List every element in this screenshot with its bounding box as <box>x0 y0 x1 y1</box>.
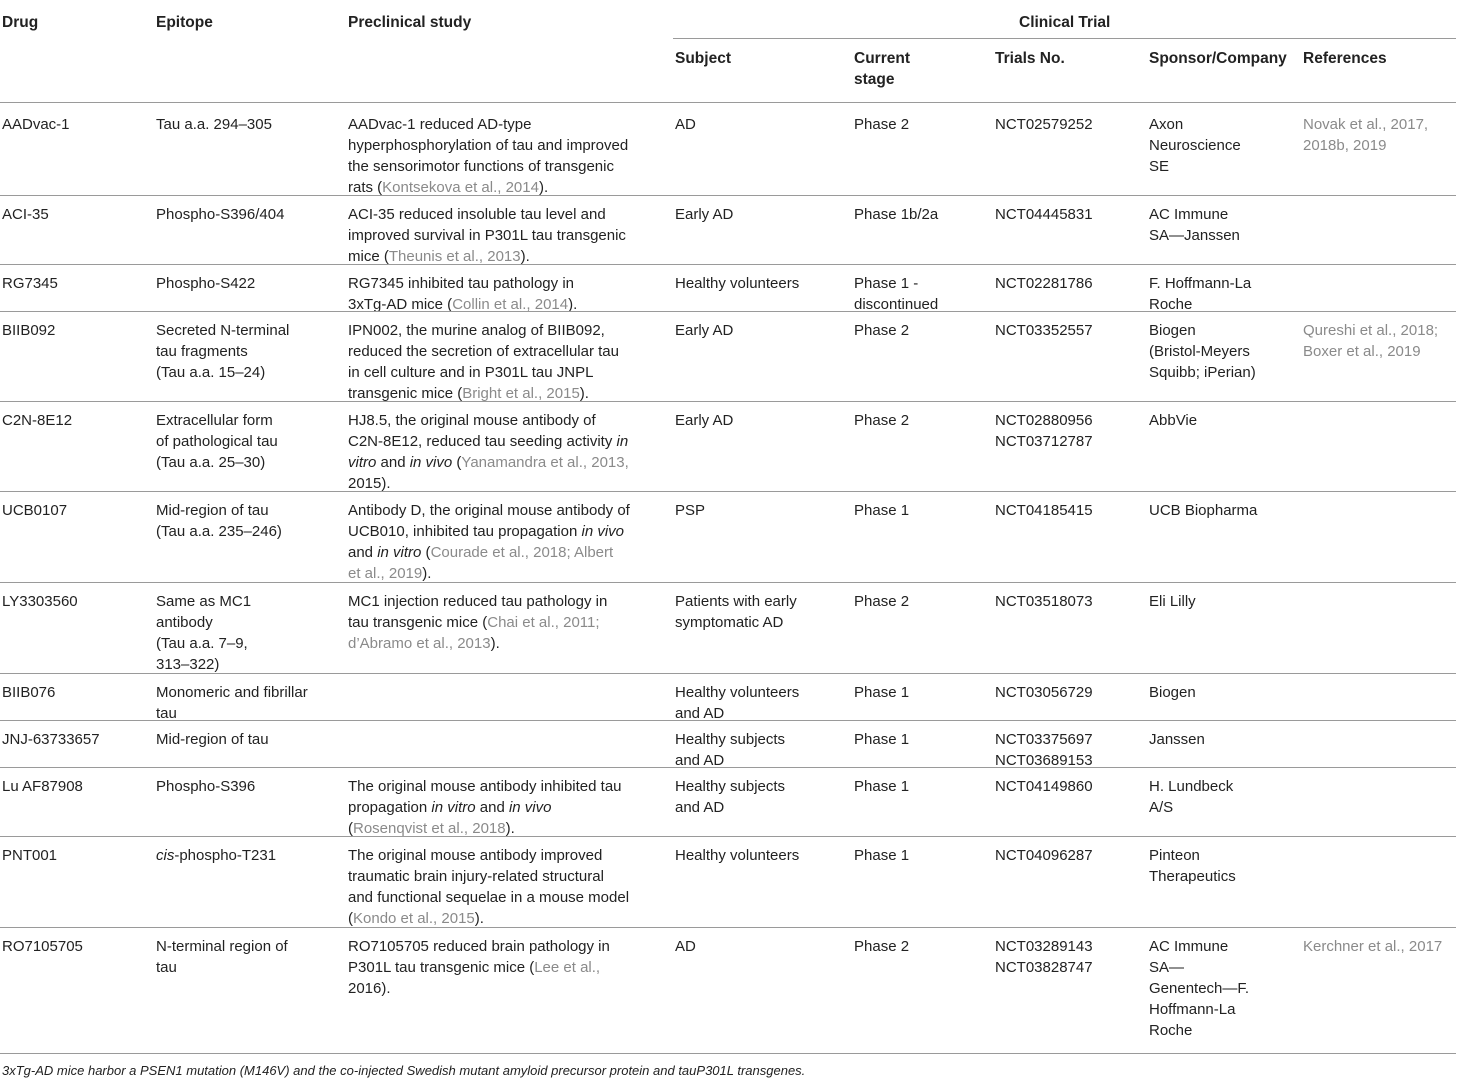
cell-line: (Rosenqvist et al., 2018). <box>348 820 515 837</box>
cell-line: AADvac-1 reduced AD-type <box>348 116 532 133</box>
cell-line: Therapeutics <box>1149 868 1236 885</box>
cell-stage <box>854 729 909 750</box>
cell-line: Roche <box>1149 1022 1193 1039</box>
cell-line: Early AD <box>675 206 734 223</box>
cell-subject <box>675 114 696 135</box>
cell-epitope <box>156 320 289 383</box>
cell-line: rats (Kontsekova et al., 2014). <box>348 179 549 196</box>
cell-line: mice (Theunis et al., 2013). <box>348 248 530 265</box>
cell-line: BIIB092 <box>2 322 56 339</box>
cell-line: Phase 2 <box>854 938 910 955</box>
cell-epitope <box>156 114 272 135</box>
cell-sponsor <box>1149 320 1256 383</box>
cell-line: AD <box>675 938 696 955</box>
cell-line: Same as MC1 <box>156 593 252 610</box>
cell-line: antibody <box>156 614 213 631</box>
cell-line: ACI-35 <box>2 206 49 223</box>
cell-line: d’Abramo et al., 2013). <box>348 635 500 652</box>
cell-sponsor <box>1149 729 1205 750</box>
cell-line: LY3303560 <box>2 593 78 610</box>
cell-line: Antibody D, the original mouse antibody of <box>348 502 630 519</box>
cell-line: Phase 2 <box>854 322 910 339</box>
cell-line: Boxer et al., 2019 <box>1303 343 1421 360</box>
cell-line: NCT04149860 <box>995 778 1093 795</box>
cell-epitope <box>156 591 251 675</box>
cell-line: improved survival in P301L tau transgenic <box>348 227 626 244</box>
cell-trials <box>995 273 1093 294</box>
cell-sponsor <box>1149 936 1249 1041</box>
cell-preclinical <box>348 776 622 839</box>
cell-line: Secreted N-terminal <box>156 322 290 339</box>
cell-sponsor <box>1149 845 1236 887</box>
cell-line: NCT04445831 <box>995 206 1093 223</box>
cell-line: Eli Lilly <box>1149 593 1196 610</box>
cell-line: Early AD <box>675 412 734 429</box>
cell-line: Roche <box>1149 296 1193 313</box>
cell-line: Healthy subjects <box>675 731 786 748</box>
cell-line: and AD <box>675 799 725 816</box>
cell-line: (Kondo et al., 2015). <box>348 910 484 927</box>
cell-line: Neuroscience <box>1149 137 1241 154</box>
cell-line: Phase 1 <box>854 731 910 748</box>
cell-line: Phase 1 <box>854 778 910 795</box>
cell-epitope <box>156 682 308 724</box>
cell-epitope <box>156 729 269 750</box>
cell-preclinical <box>348 591 607 654</box>
cell-stage <box>854 682 909 703</box>
cell-line: discontinued <box>854 296 939 313</box>
cell-line: Phospho-S396 <box>156 778 256 795</box>
header-subject: Subject <box>675 50 731 67</box>
cell-line: et al., 2019). <box>348 565 432 582</box>
cell-subject <box>675 273 799 294</box>
cell-preclinical <box>348 410 629 494</box>
cell-line: Monomeric and fibrillar <box>156 684 308 701</box>
cell-line: Genentech—F. <box>1149 980 1250 997</box>
cell-line: 2018b, 2019 <box>1303 137 1387 154</box>
header-epitope: Epitope <box>156 14 213 31</box>
cell-line: Phase 1 - <box>854 275 919 292</box>
cell-trials <box>995 845 1093 866</box>
cell-line: reduced the secretion of extracellular tau <box>348 343 619 360</box>
cell-sponsor <box>1149 682 1196 703</box>
cell-subject <box>675 204 733 225</box>
cell-line: NCT03828747 <box>995 959 1093 976</box>
cell-line: (Tau a.a. 235–246) <box>156 523 282 540</box>
cell-stage <box>854 114 909 135</box>
table-footnote: 3xTg-AD mice harbor a PSEN1 mutation (M146V) and the co-injected Swedish mutant amyloid precursor protein and tauP301L transgenes. <box>2 1063 806 1078</box>
cell-subject <box>675 936 696 957</box>
cell-trials <box>995 682 1093 703</box>
cell-epitope <box>156 410 278 473</box>
cell-subject <box>675 845 799 866</box>
cell-line: (Tau a.a. 25–30) <box>156 454 266 471</box>
cell-line: (Bristol-Meyers <box>1149 343 1250 360</box>
clinical-trial-divider <box>673 38 1456 39</box>
cell-line: Extracellular form <box>156 412 273 429</box>
cell-line: N-terminal region of <box>156 938 288 955</box>
cell-line: 2015). <box>348 475 391 492</box>
cell-sponsor <box>1149 273 1251 315</box>
row-divider <box>0 311 1456 312</box>
cell-epitope <box>156 776 255 797</box>
cell-line: NCT03289143 <box>995 938 1093 955</box>
cell-drug <box>2 500 67 521</box>
cell-line: in cell culture and in P301L tau JNPL <box>348 364 594 381</box>
row-divider <box>0 491 1456 492</box>
cell-line: cis-phospho-T231 <box>156 847 277 864</box>
cell-line: 313–322) <box>156 656 220 673</box>
header-current-stage: Current stage <box>854 50 910 88</box>
cell-line: PNT001 <box>2 847 58 864</box>
cell-line: Novak et al., 2017, <box>1303 116 1429 133</box>
cell-line: Tau a.a. 294–305 <box>156 116 272 133</box>
cell-line: HJ8.5, the original mouse antibody of <box>348 412 596 429</box>
cell-line: Phase 2 <box>854 593 910 610</box>
cell-line: NCT04096287 <box>995 847 1093 864</box>
cell-sponsor <box>1149 204 1240 246</box>
cell-trials <box>995 936 1093 978</box>
header-preclinical: Preclinical study <box>348 14 472 31</box>
cell-line: JNJ-63733657 <box>2 731 100 748</box>
header-drug: Drug <box>2 14 39 31</box>
cell-line: Kerchner et al., 2017 <box>1303 938 1443 955</box>
cell-line: AD <box>675 116 696 133</box>
cell-epitope <box>156 936 288 978</box>
cell-line: the sensorimotor functions of transgenic <box>348 158 614 175</box>
cell-line: (Tau a.a. 15–24) <box>156 364 266 381</box>
cell-preclinical <box>348 204 626 267</box>
cell-line: Healthy subjects <box>675 778 786 795</box>
row-divider <box>0 720 1456 721</box>
cell-trials <box>995 729 1093 771</box>
cell-line: Mid-region of tau <box>156 502 269 519</box>
row-divider <box>0 401 1456 402</box>
cell-line: Phospho-S396/404 <box>156 206 285 223</box>
row-divider <box>0 836 1456 837</box>
cell-drug <box>2 682 55 703</box>
header-sponsor: Sponsor/Company <box>1149 50 1287 67</box>
cell-sponsor <box>1149 410 1197 431</box>
cell-references <box>1303 320 1438 362</box>
cell-subject <box>675 320 733 341</box>
cell-line: Lu AF87908 <box>2 778 83 795</box>
cell-stage <box>854 776 909 797</box>
cell-line: Early AD <box>675 322 734 339</box>
cell-subject <box>675 410 733 431</box>
cell-line: Axon <box>1149 116 1184 133</box>
cell-epitope <box>156 204 284 225</box>
cell-preclinical <box>348 500 630 584</box>
cell-line: NCT03689153 <box>995 752 1093 769</box>
cell-line: Qureshi et al., 2018; <box>1303 322 1439 339</box>
cell-line: P301L tau transgenic mice (Lee et al., <box>348 959 601 976</box>
header-divider <box>0 102 1456 103</box>
cell-line: NCT03352557 <box>995 322 1093 339</box>
cell-drug <box>2 591 78 612</box>
cell-line: NCT03056729 <box>995 684 1093 701</box>
row-divider <box>0 927 1456 928</box>
cell-stage <box>854 591 909 612</box>
cell-line: BIIB076 <box>2 684 56 701</box>
cell-line: Phase 2 <box>854 116 910 133</box>
cell-subject <box>675 682 799 724</box>
cell-line: Phase 1 <box>854 684 910 701</box>
cell-line: F. Hoffmann-La <box>1149 275 1252 292</box>
cell-line: Healthy volunteers <box>675 684 800 701</box>
cell-trials <box>995 591 1093 612</box>
cell-trials <box>995 410 1093 452</box>
cell-stage <box>854 273 938 315</box>
table-bottom-rule <box>0 1053 1456 1054</box>
cell-line: Pinteon <box>1149 847 1200 864</box>
cell-line: propagation in vitro and in vivo <box>348 799 552 816</box>
cell-line: RO7105705 <box>2 938 83 955</box>
cell-line: RO7105705 reduced brain pathology in <box>348 938 610 955</box>
cell-line: and AD <box>675 705 725 722</box>
cell-drug <box>2 776 83 797</box>
cell-drug <box>2 410 72 431</box>
cell-sponsor <box>1149 114 1241 177</box>
cell-stage <box>854 320 909 341</box>
cell-line: Phase 1b/2a <box>854 206 939 223</box>
header-clinical-trial: Clinical Trial <box>1019 14 1111 31</box>
cell-stage <box>854 936 909 957</box>
cell-drug <box>2 320 55 341</box>
cell-line: SA— <box>1149 959 1185 976</box>
cell-line: UCB Biopharma <box>1149 502 1258 519</box>
cell-line: NCT02880956 <box>995 412 1093 429</box>
cell-line: UCB010, inhibited tau propagation in vivo <box>348 523 625 540</box>
cell-line: AbbVie <box>1149 412 1198 429</box>
cell-subject <box>675 729 785 771</box>
cell-line: The original mouse antibody improved <box>348 847 603 864</box>
cell-line: traumatic brain injury-related structural <box>348 868 604 885</box>
cell-line: Phase 1 <box>854 847 910 864</box>
cell-trials <box>995 500 1093 521</box>
row-divider <box>0 582 1456 583</box>
cell-line: Biogen <box>1149 684 1196 701</box>
cell-line: AADvac-1 <box>2 116 70 133</box>
cell-trials <box>995 204 1093 225</box>
cell-sponsor <box>1149 500 1257 521</box>
cell-line: hyperphosphorylation of tau and improved <box>348 137 629 154</box>
cell-preclinical <box>348 936 610 999</box>
cell-line: transgenic mice (Bright et al., 2015). <box>348 385 589 402</box>
cell-line: UCB0107 <box>2 502 68 519</box>
cell-line: of pathological tau <box>156 433 278 450</box>
cell-line: Mid-region of tau <box>156 731 269 748</box>
cell-line: and functional sequelae in a mouse model <box>348 889 630 906</box>
cell-line: 3xTg-AD mice (Collin et al., 2014). <box>348 296 578 313</box>
cell-line: NCT03712787 <box>995 433 1093 450</box>
cell-line: NCT03375697 <box>995 731 1093 748</box>
cell-trials <box>995 320 1093 341</box>
cell-epitope <box>156 845 276 866</box>
cell-line: tau transgenic mice (Chai et al., 2011; <box>348 614 600 631</box>
cell-line: PSP <box>675 502 706 519</box>
cell-line: NCT03518073 <box>995 593 1093 610</box>
header-references: References <box>1303 50 1387 67</box>
row-divider <box>0 673 1456 674</box>
cell-drug <box>2 936 83 957</box>
cell-references <box>1303 114 1428 156</box>
cell-line: ACI-35 reduced insoluble tau level and <box>348 206 606 223</box>
cell-drug <box>2 729 100 750</box>
cell-line: C2N-8E12, reduced tau seeding activity in <box>348 433 629 450</box>
cell-line: RG7345 inhibited tau pathology in <box>348 275 574 292</box>
cell-drug <box>2 273 58 294</box>
cell-trials <box>995 114 1093 135</box>
cell-stage <box>854 204 938 225</box>
cell-subject <box>675 591 797 633</box>
cell-references <box>1303 936 1442 957</box>
cell-line: SE <box>1149 158 1170 175</box>
cell-line: Janssen <box>1149 731 1205 748</box>
cell-preclinical <box>348 114 628 198</box>
cell-line: Healthy volunteers <box>675 275 800 292</box>
cell-line: A/S <box>1149 799 1174 816</box>
row-divider <box>0 767 1456 768</box>
cell-subject <box>675 500 705 521</box>
cell-line: Phospho-S422 <box>156 275 256 292</box>
cell-line: tau fragments <box>156 343 248 360</box>
cell-line: (Tau a.a. 7–9, <box>156 635 248 652</box>
cell-drug <box>2 114 70 135</box>
cell-line: NCT04185415 <box>995 502 1093 519</box>
cell-trials <box>995 776 1093 797</box>
cell-preclinical <box>348 320 619 404</box>
cell-line: AC Immune <box>1149 206 1229 223</box>
row-divider <box>0 195 1456 196</box>
cell-line: and in vitro (Courade et al., 2018; Albert <box>348 544 614 561</box>
cell-line: NCT02579252 <box>995 116 1093 133</box>
cell-line: Phase 2 <box>854 412 910 429</box>
cell-line: RG7345 <box>2 275 58 292</box>
cell-line: C2N-8E12 <box>2 412 73 429</box>
cell-line: 2016). <box>348 980 391 997</box>
cell-line: vitro and in vivo (Yanamandra et al., 2013, <box>348 454 629 471</box>
cell-line: and AD <box>675 752 725 769</box>
cell-line: tau <box>156 959 177 976</box>
cell-drug <box>2 845 57 866</box>
cell-drug <box>2 204 49 225</box>
cell-line: symptomatic AD <box>675 614 784 631</box>
cell-stage <box>854 845 909 866</box>
cell-line: Squibb; iPerian) <box>1149 364 1256 381</box>
cell-preclinical <box>348 273 577 315</box>
cell-sponsor <box>1149 591 1196 612</box>
cell-line: H. Lundbeck <box>1149 778 1234 795</box>
cell-preclinical <box>348 845 629 929</box>
cell-line: SA—Janssen <box>1149 227 1240 244</box>
cell-sponsor <box>1149 776 1233 818</box>
cell-line: The original mouse antibody inhibited tau <box>348 778 622 795</box>
cell-epitope <box>156 273 255 294</box>
cell-line: Patients with early <box>675 593 797 610</box>
cell-line: NCT02281786 <box>995 275 1093 292</box>
cell-subject <box>675 776 785 818</box>
header-trials-no: Trials No. <box>995 50 1065 67</box>
cell-line: IPN002, the murine analog of BIIB092, <box>348 322 605 339</box>
cell-line: AC Immune <box>1149 938 1229 955</box>
cell-line: tau <box>156 705 177 722</box>
cell-stage <box>854 500 909 521</box>
row-divider <box>0 264 1456 265</box>
cell-epitope <box>156 500 282 542</box>
cell-line: Phase 1 <box>854 502 910 519</box>
cell-stage <box>854 410 909 431</box>
cell-line: MC1 injection reduced tau pathology in <box>348 593 608 610</box>
cell-line: Healthy volunteers <box>675 847 800 864</box>
cell-line: Biogen <box>1149 322 1196 339</box>
cell-line: Hoffmann-La <box>1149 1001 1236 1018</box>
